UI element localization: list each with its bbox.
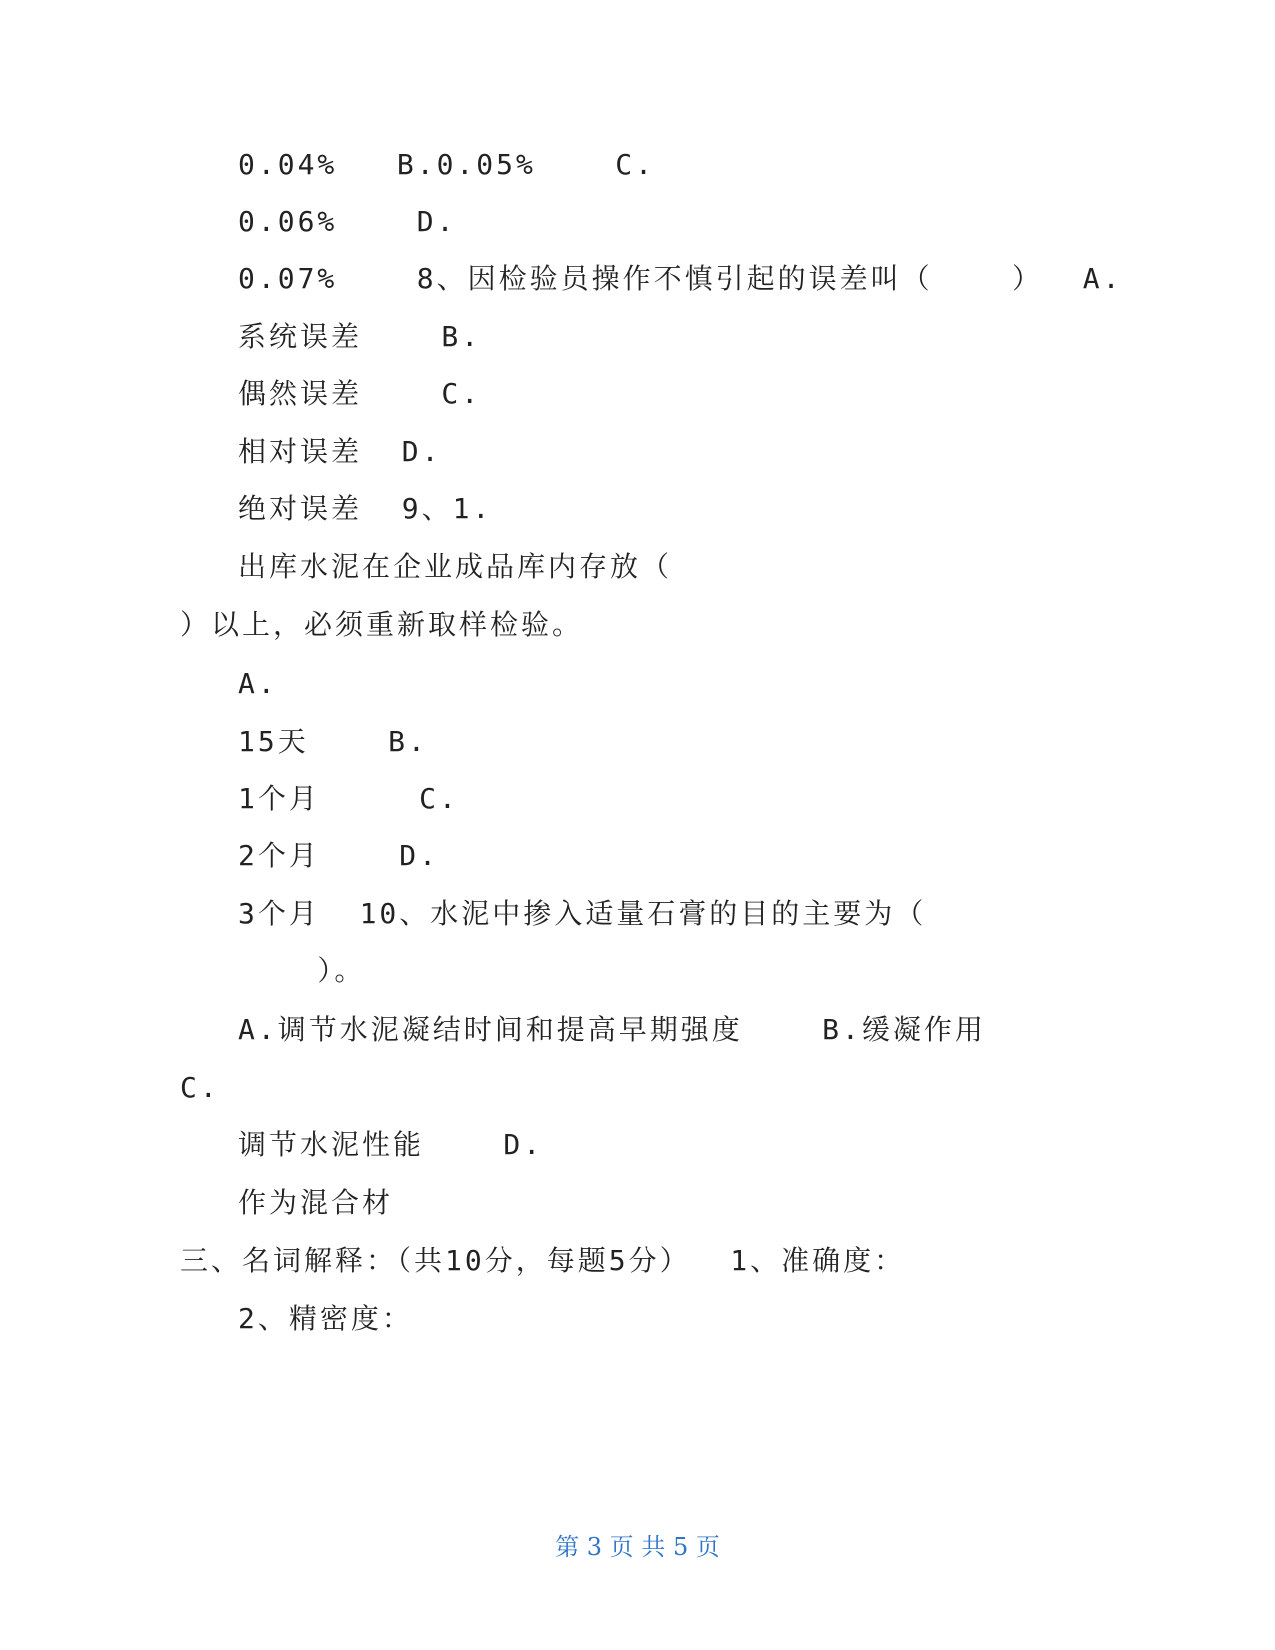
option-a-b-line: A.调节水泥凝结时间和提高早期强度 B.缓凝作用 bbox=[238, 1013, 986, 1046]
footer-total-pages: 5 bbox=[672, 1533, 689, 1561]
option-15-days: 15天 B. bbox=[238, 725, 428, 758]
option-adjust-performance: 调节水泥性能 D. bbox=[238, 1128, 544, 1161]
option-1-month: 1个月 C. bbox=[238, 782, 459, 815]
option-relative-error: 相对误差 D. bbox=[238, 435, 442, 468]
question-8-line: 0.07% 8、因检验员操作不慎引起的误差叫（ ） A. bbox=[238, 262, 1123, 295]
section-3-heading: 三、名词解释：（共10分，每题5分） 1、准确度： bbox=[180, 1244, 906, 1277]
footer-prefix: 第 bbox=[555, 1533, 580, 1561]
option-line-2: 0.06% D. bbox=[238, 205, 457, 238]
footer-middle: 页 共 bbox=[609, 1533, 666, 1561]
question-9-start: 绝对误差 9、1. bbox=[238, 492, 493, 525]
option-random-error: 偶然误差 C. bbox=[238, 377, 482, 410]
option-2-months: 2个月 D. bbox=[238, 839, 440, 872]
question-9-text-cont: ）以上，必须重新取样检验。 bbox=[180, 608, 584, 641]
option-mixed-material: 作为混合材 bbox=[238, 1186, 394, 1219]
question-10-bracket: ）。 bbox=[238, 954, 366, 987]
option-line-1: 0.04% B.0.05% C. bbox=[238, 148, 656, 181]
option-c-label: C. bbox=[180, 1071, 220, 1104]
page-footer bbox=[0, 1532, 1275, 1562]
question-10-line: 3个月 10、水泥中掺入适量石膏的目的主要为（ bbox=[238, 897, 927, 930]
footer-suffix: 页 bbox=[695, 1533, 720, 1561]
option-system-error: 系统误差 B. bbox=[238, 320, 482, 353]
term-precision: 2、精密度： bbox=[238, 1302, 413, 1335]
question-9-text: 出库水泥在企业成品库内存放（ bbox=[238, 550, 673, 583]
option-a-label: A. bbox=[238, 667, 278, 700]
footer-current-page: 3 bbox=[586, 1533, 603, 1561]
